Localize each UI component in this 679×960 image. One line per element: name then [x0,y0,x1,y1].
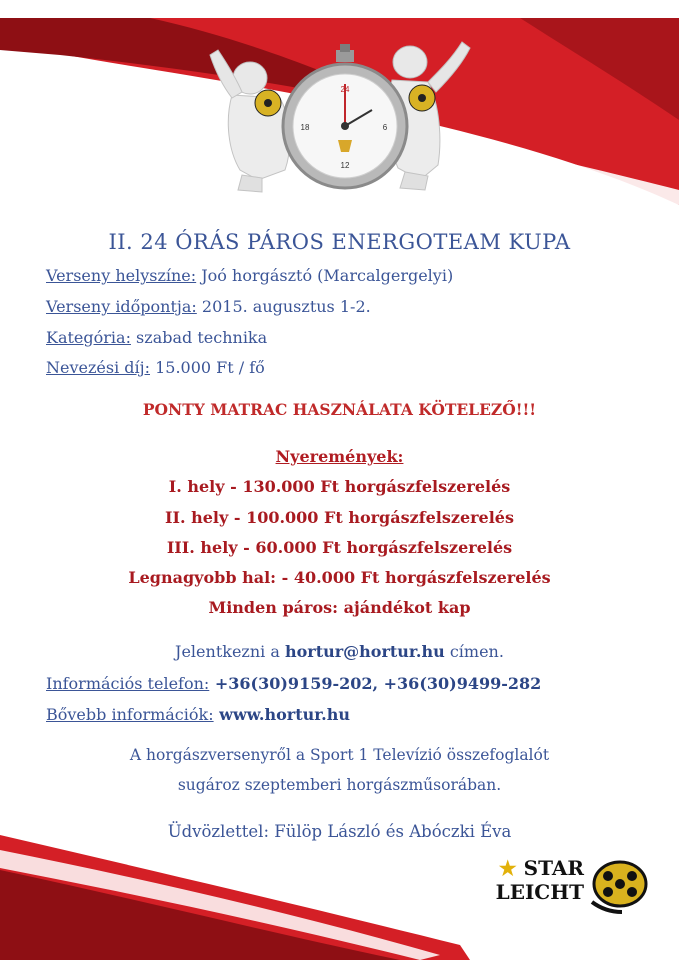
phone-label: Információs telefon: [46,674,210,693]
clock-18: 18 [300,123,310,132]
tv-note-line2: sugároz szeptemberi horgászműsorában. [177,776,502,794]
logo-line2: LEICHT [495,880,584,904]
detail-value: 2015. augusztus 1-2. [196,297,371,316]
logo-line1: STAR [523,856,584,880]
tv-note-line1: A horgászversenyről a Sport 1 Televízió összefoglalót [129,746,550,764]
detail-label: Verseny időpontja: [46,297,197,316]
apply-prefix: Jelentkezni a [175,642,285,661]
prizes-heading: Nyeremények: [275,447,404,466]
detail-label: Nevezési díj: [46,358,150,377]
clock-6: 6 [382,123,388,132]
prize-item: III. hely - 60.000 Ft horgászfelszerelés [166,538,513,557]
signature: Üdvözlettel: Fülöp László és Abóczki Éva [167,822,512,841]
detail-label: Kategória: [46,328,131,347]
detail-value: Joó horgásztó (Marcalgergelyi) [196,266,454,285]
logo-text [480,856,584,904]
detail-label: Verseny helyszíne: [46,266,197,285]
prize-item: II. hely - 100.000 Ft horgászfelszerelés [164,508,514,527]
detail-value: szabad technika [130,328,268,347]
detail-fee [46,358,265,377]
website-link[interactable]: www.hortur.hu [213,705,351,724]
prize-item: Legnagyobb hal: - 40.000 Ft horgászfelszerelés [128,568,551,587]
detail-location [46,266,453,285]
detail-value: 15.000 Ft / fő [150,358,265,377]
star-icon: ★ [498,856,517,880]
mandatory-warning: PONTY MATRAC HASZNÁLATA KÖTELEZŐ!!! [142,400,537,419]
email-link[interactable]: hortur@hortur.hu [284,642,445,661]
more-info-label: Bővebb információk: [46,705,214,724]
clock-12: 12 [340,161,350,170]
prize-item: I. hely - 130.000 Ft horgászfelszerelés [168,477,511,496]
detail-category [46,328,267,347]
star-leicht-logo [480,856,650,920]
prize-item: Minden páros: ajándékot kap [208,598,471,617]
phone-line [46,674,541,693]
phone-value: +36(30)9159-202, +36(30)9499-282 [209,674,542,693]
detail-date [46,297,371,316]
page-title: II. 24 ÓRÁS PÁROS ENERGOTEAM KUPA [108,230,571,254]
clock-24: 24 [340,85,350,94]
film-reel-icon [586,858,648,916]
apply-line [0,642,679,661]
apply-suffix: címen. [444,642,504,661]
more-info-line [46,705,350,724]
